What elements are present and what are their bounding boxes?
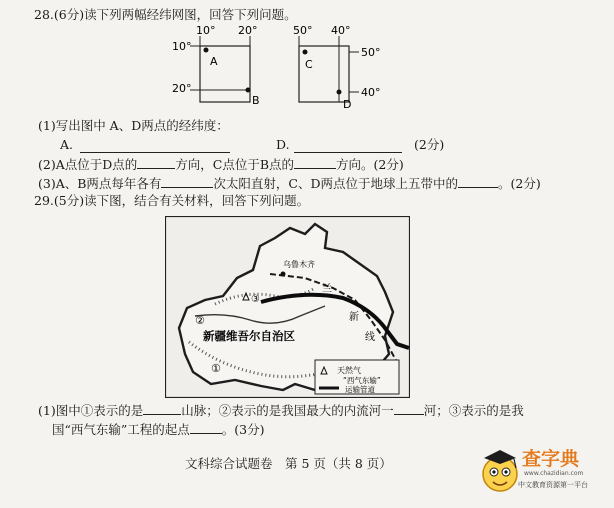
point-b-dot (246, 88, 251, 93)
legend-pipe-label-1: “西气东输” (343, 376, 381, 385)
q28-direction-a-blank[interactable] (137, 156, 175, 169)
q29-header: 29.(5分)读下图，结合有关材料，回答下列问题。 (34, 193, 310, 208)
q28-sub3: (3)A、B两点每年各有 次太阳直射，C、D两点位于地球上五带中的 。(2分) (38, 176, 541, 191)
q28-sub1-d-label: D. (276, 137, 290, 152)
q29-answer-line-2: 国“西气东输”工程的起点 。(3分) (52, 422, 265, 437)
q28-direction-c-blank[interactable] (294, 156, 336, 169)
grid2-point-d: D (343, 98, 352, 111)
point-a-dot (204, 48, 209, 53)
legend-pipe-label-2: 运输管道 (345, 385, 375, 394)
q28-sub1-score: (2分) (414, 137, 445, 152)
logo-site: www.chazidian.com (524, 470, 584, 477)
q29-origin-blank[interactable] (190, 421, 222, 434)
q28-answer-a-blank[interactable] (80, 140, 230, 153)
grid1-lat-top: 10° (172, 40, 192, 53)
railway-label-lan: 兰 (322, 284, 332, 295)
grid2-lon-left: 50° (293, 24, 313, 37)
urumqi-label: 乌鲁木齐 (283, 260, 315, 269)
q28-direct-sun-blank[interactable] (161, 175, 213, 188)
grid1-lat-bottom: 20° (172, 82, 192, 95)
grid1-lon-left: 10° (196, 24, 216, 37)
map-label-3: ③ (251, 294, 260, 305)
grid2-lat-bottom: 40° (361, 86, 381, 99)
railway-label-xin: 新 (349, 312, 359, 323)
q28-sub2: (2)A点位于D点的 方向，C点位于B点的 方向。(2分) (38, 157, 404, 172)
q29-river-blank[interactable] (394, 402, 424, 415)
xinjiang-map (165, 216, 410, 398)
lat-lon-grid-2 (285, 24, 395, 114)
grid2-lat-top: 50° (361, 46, 381, 59)
q29-mountain-blank[interactable] (143, 402, 181, 415)
legend-gas-label: 天然气 (337, 366, 361, 375)
map-label-2: ② (195, 314, 205, 327)
logo-slogan: 中文教育资源第一平台 (518, 481, 588, 489)
grid2-lon-right: 40° (331, 24, 351, 37)
chazidian-logo (478, 438, 610, 504)
q29-answer-line-1: (1)图中①表示的是 山脉；②表示的是我国最大的内流河一 河；③表示的是我 (38, 403, 524, 418)
grid1-point-b: B (252, 94, 260, 107)
q28-sub1: (1)写出图中 A、D两点的经纬度： (38, 118, 229, 133)
urumqi-dot (281, 272, 286, 277)
grid2-point-c: C (305, 58, 313, 71)
q28-header: 28.(6分)读下列两幅经纬网图，回答下列问题。 (34, 7, 297, 22)
railway-label-xian: 线 (365, 332, 375, 343)
logo-name: 查字典 (522, 448, 580, 470)
q28-answer-d-blank[interactable] (294, 140, 402, 153)
lat-lon-grid-1 (170, 24, 280, 114)
page-footer: 文科综合试题卷 第 5 页（共 8 页） (185, 456, 392, 471)
point-c-dot (303, 50, 308, 55)
grid1-point-a: A (210, 55, 218, 68)
map-label-1: ① (211, 362, 221, 375)
region-name-label: 新疆维吾尔自治区 (203, 329, 295, 343)
q28-sub1-a-label: A. (60, 137, 74, 152)
grid1-lon-right: 20° (238, 24, 258, 37)
point-d-dot (337, 90, 342, 95)
q28-zone-blank[interactable] (458, 175, 498, 188)
